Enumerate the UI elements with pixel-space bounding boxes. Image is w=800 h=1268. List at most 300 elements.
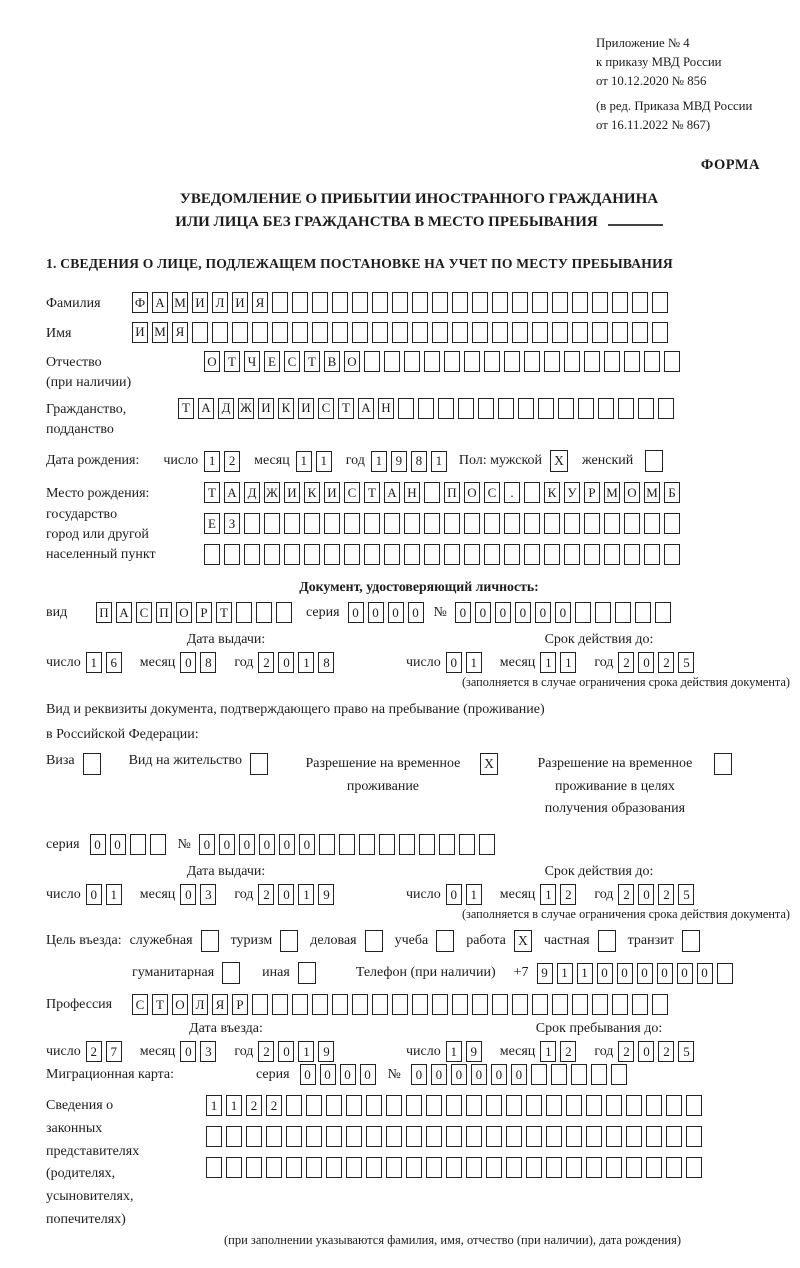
residence-exp-day-cells[interactable] [446,884,486,905]
char-cell[interactable] [512,322,528,343]
char-cell[interactable]: 1 [206,1095,222,1116]
char-cell[interactable] [606,1095,622,1116]
char-cell[interactable] [666,1126,682,1147]
char-cell[interactable] [130,834,146,855]
char-cell[interactable] [386,1157,402,1178]
char-cell[interactable] [464,544,480,565]
char-cell[interactable]: 2 [86,1041,102,1062]
representatives-cells-1[interactable] [206,1095,706,1116]
char-cell[interactable] [232,322,248,343]
surname-cells[interactable] [132,292,672,313]
char-cell[interactable] [472,292,488,313]
char-cell[interactable]: 0 [657,963,673,984]
char-cell[interactable] [664,351,680,372]
char-cell[interactable] [466,1126,482,1147]
char-cell[interactable] [446,1095,462,1116]
char-cell[interactable] [359,834,375,855]
char-cell[interactable] [624,351,640,372]
char-cell[interactable]: Д [218,398,234,419]
char-cell[interactable] [498,398,514,419]
char-cell[interactable] [466,1157,482,1178]
char-cell[interactable]: 0 [515,602,531,623]
char-cell[interactable]: 1 [540,884,556,905]
purpose-transit-checkbox[interactable] [682,930,700,952]
char-cell[interactable] [399,834,415,855]
char-cell[interactable]: 0 [451,1064,467,1085]
char-cell[interactable] [392,292,408,313]
char-cell[interactable]: С [284,351,300,372]
char-cell[interactable]: Я [212,994,228,1015]
char-cell[interactable]: 0 [637,963,653,984]
char-cell[interactable] [586,1157,602,1178]
char-cell[interactable]: 8 [200,652,216,673]
char-cell[interactable] [644,544,660,565]
char-cell[interactable] [346,1095,362,1116]
char-cell[interactable] [419,834,435,855]
char-cell[interactable] [532,322,548,343]
char-cell[interactable] [632,994,648,1015]
char-cell[interactable]: А [358,398,374,419]
char-cell[interactable] [312,292,328,313]
char-cell[interactable] [584,351,600,372]
char-cell[interactable]: К [278,398,294,419]
char-cell[interactable] [384,544,400,565]
char-cell[interactable]: 1 [371,451,387,472]
char-cell[interactable]: 2 [658,884,674,905]
char-cell[interactable] [564,351,580,372]
char-cell[interactable] [256,602,272,623]
edu-permit-checkbox[interactable] [714,753,732,775]
char-cell[interactable]: И [324,482,340,503]
char-cell[interactable] [664,513,680,534]
char-cell[interactable] [324,513,340,534]
char-cell[interactable]: С [318,398,334,419]
char-cell[interactable]: 0 [411,1064,427,1085]
char-cell[interactable] [404,513,420,534]
char-cell[interactable] [532,292,548,313]
char-cell[interactable]: 0 [180,884,196,905]
char-cell[interactable] [446,1157,462,1178]
doc-exp-day-cells[interactable] [446,652,486,673]
purpose-tourism-checkbox[interactable] [280,930,298,952]
char-cell[interactable]: 0 [278,1041,294,1062]
residence-permit-checkbox[interactable] [250,753,268,775]
char-cell[interactable] [458,398,474,419]
char-cell[interactable] [226,1157,242,1178]
char-cell[interactable] [332,322,348,343]
entry-day-cells[interactable] [86,1041,126,1062]
char-cell[interactable] [352,994,368,1015]
char-cell[interactable]: О [624,482,640,503]
char-cell[interactable]: 0 [638,1041,654,1062]
char-cell[interactable] [466,1095,482,1116]
char-cell[interactable]: Е [204,513,220,534]
char-cell[interactable] [326,1095,342,1116]
char-cell[interactable] [406,1095,422,1116]
char-cell[interactable] [319,834,335,855]
char-cell[interactable] [524,513,540,534]
char-cell[interactable]: О [172,994,188,1015]
purpose-other-checkbox[interactable] [298,962,316,984]
char-cell[interactable] [572,994,588,1015]
char-cell[interactable] [346,1157,362,1178]
purpose-business-checkbox[interactable] [365,930,383,952]
char-cell[interactable]: 2 [258,1041,274,1062]
char-cell[interactable] [592,994,608,1015]
char-cell[interactable] [386,1126,402,1147]
char-cell[interactable] [150,834,166,855]
citizenship-cells[interactable] [178,398,678,419]
char-cell[interactable] [344,544,360,565]
char-cell[interactable] [604,513,620,534]
female-checkbox[interactable] [645,450,663,472]
char-cell[interactable]: М [172,292,188,313]
purpose-work-checkbox[interactable]: X [514,930,532,952]
char-cell[interactable] [506,1095,522,1116]
char-cell[interactable]: О [344,351,360,372]
residence-issue-day-cells[interactable] [86,884,126,905]
char-cell[interactable]: А [198,398,214,419]
char-cell[interactable] [612,322,628,343]
residence-exp-month-cells[interactable] [540,884,580,905]
char-cell[interactable]: 2 [258,652,274,673]
char-cell[interactable] [646,1095,662,1116]
char-cell[interactable]: Н [378,398,394,419]
char-cell[interactable]: М [152,322,168,343]
char-cell[interactable] [379,834,395,855]
doc-issue-year-cells[interactable] [258,652,338,673]
char-cell[interactable] [612,292,628,313]
char-cell[interactable] [484,544,500,565]
residence-issue-year-cells[interactable] [258,884,338,905]
char-cell[interactable] [632,292,648,313]
char-cell[interactable] [292,322,308,343]
char-cell[interactable]: 5 [678,652,694,673]
char-cell[interactable] [512,292,528,313]
char-cell[interactable] [544,544,560,565]
char-cell[interactable]: 0 [279,834,295,855]
char-cell[interactable]: М [604,482,620,503]
char-cell[interactable] [626,1157,642,1178]
char-cell[interactable] [606,1157,622,1178]
char-cell[interactable]: 0 [491,1064,507,1085]
doc-kind-cells[interactable] [96,602,296,623]
char-cell[interactable] [272,292,288,313]
purpose-humanitarian-checkbox[interactable] [222,962,240,984]
birth-day-cells[interactable] [204,451,244,472]
char-cell[interactable]: Н [404,482,420,503]
char-cell[interactable]: Е [264,351,280,372]
char-cell[interactable]: 0 [180,652,196,673]
char-cell[interactable] [578,398,594,419]
entry-month-cells[interactable] [180,1041,220,1062]
char-cell[interactable] [652,292,668,313]
char-cell[interactable] [292,292,308,313]
char-cell[interactable]: 2 [560,884,576,905]
char-cell[interactable] [406,1157,422,1178]
char-cell[interactable] [624,513,640,534]
char-cell[interactable]: Я [252,292,268,313]
char-cell[interactable] [632,322,648,343]
char-cell[interactable] [426,1095,442,1116]
char-cell[interactable]: 1 [540,1041,556,1062]
char-cell[interactable] [346,1126,362,1147]
char-cell[interactable]: 2 [258,884,274,905]
entry-year-cells[interactable] [258,1041,338,1062]
char-cell[interactable]: 0 [259,834,275,855]
char-cell[interactable]: Т [152,994,168,1015]
char-cell[interactable]: 0 [475,602,491,623]
char-cell[interactable] [546,1126,562,1147]
char-cell[interactable] [612,994,628,1015]
char-cell[interactable] [575,602,591,623]
char-cell[interactable] [266,1126,282,1147]
residence-number-cells[interactable] [199,834,499,855]
char-cell[interactable]: 2 [266,1095,282,1116]
char-cell[interactable] [246,1126,262,1147]
char-cell[interactable] [486,1157,502,1178]
char-cell[interactable]: 0 [431,1064,447,1085]
char-cell[interactable] [484,513,500,534]
char-cell[interactable]: 0 [511,1064,527,1085]
char-cell[interactable]: 0 [180,1041,196,1062]
char-cell[interactable] [306,1157,322,1178]
char-cell[interactable]: 0 [299,834,315,855]
char-cell[interactable] [644,351,660,372]
doc-number-cells[interactable] [455,602,675,623]
char-cell[interactable]: 0 [110,834,126,855]
given-name-cells[interactable] [132,322,672,343]
char-cell[interactable]: 9 [537,963,553,984]
char-cell[interactable] [626,1126,642,1147]
char-cell[interactable] [246,1157,262,1178]
char-cell[interactable] [386,1095,402,1116]
char-cell[interactable]: Л [212,292,228,313]
char-cell[interactable] [444,513,460,534]
char-cell[interactable] [531,1064,547,1085]
char-cell[interactable]: 0 [471,1064,487,1085]
char-cell[interactable]: А [116,602,132,623]
char-cell[interactable]: И [284,482,300,503]
char-cell[interactable]: А [152,292,168,313]
doc-exp-month-cells[interactable] [540,652,580,673]
char-cell[interactable] [366,1157,382,1178]
char-cell[interactable] [686,1126,702,1147]
char-cell[interactable] [424,513,440,534]
char-cell[interactable]: 0 [446,884,462,905]
char-cell[interactable] [426,1157,442,1178]
char-cell[interactable] [332,292,348,313]
char-cell[interactable]: 6 [106,652,122,673]
profession-cells[interactable] [132,994,672,1015]
char-cell[interactable]: 0 [446,652,462,673]
purpose-study-checkbox[interactable] [436,930,454,952]
char-cell[interactable] [364,513,380,534]
char-cell[interactable] [552,994,568,1015]
char-cell[interactable] [224,544,240,565]
char-cell[interactable] [618,398,634,419]
char-cell[interactable]: 1 [298,652,314,673]
char-cell[interactable]: 1 [106,884,122,905]
char-cell[interactable]: 9 [318,1041,334,1062]
char-cell[interactable] [464,351,480,372]
char-cell[interactable] [452,292,468,313]
char-cell[interactable] [264,513,280,534]
char-cell[interactable]: 0 [368,602,384,623]
char-cell[interactable] [664,544,680,565]
birth-month-cells[interactable] [296,451,336,472]
char-cell[interactable]: . [504,482,520,503]
char-cell[interactable]: И [258,398,274,419]
representatives-cells-3[interactable] [206,1157,706,1178]
char-cell[interactable] [432,994,448,1015]
char-cell[interactable]: С [132,994,148,1015]
char-cell[interactable] [544,513,560,534]
char-cell[interactable]: 9 [466,1041,482,1062]
char-cell[interactable]: Т [204,482,220,503]
char-cell[interactable] [432,292,448,313]
char-cell[interactable] [571,1064,587,1085]
char-cell[interactable]: В [324,351,340,372]
char-cell[interactable]: 0 [597,963,613,984]
char-cell[interactable] [611,1064,627,1085]
char-cell[interactable]: Ж [238,398,254,419]
char-cell[interactable] [398,398,414,419]
char-cell[interactable]: Р [196,602,212,623]
char-cell[interactable] [532,994,548,1015]
char-cell[interactable]: 0 [638,652,654,673]
char-cell[interactable] [286,1157,302,1178]
char-cell[interactable]: 9 [391,451,407,472]
char-cell[interactable]: 1 [316,451,332,472]
char-cell[interactable] [366,1126,382,1147]
char-cell[interactable] [546,1157,562,1178]
char-cell[interactable] [364,351,380,372]
char-cell[interactable] [566,1126,582,1147]
char-cell[interactable]: Л [192,994,208,1015]
char-cell[interactable] [592,322,608,343]
char-cell[interactable]: Ф [132,292,148,313]
char-cell[interactable]: 2 [618,884,634,905]
char-cell[interactable] [479,834,495,855]
char-cell[interactable] [595,602,611,623]
char-cell[interactable]: 0 [278,652,294,673]
char-cell[interactable]: Т [364,482,380,503]
char-cell[interactable] [606,1126,622,1147]
char-cell[interactable]: Ч [244,351,260,372]
char-cell[interactable]: Я [172,322,188,343]
char-cell[interactable] [644,513,660,534]
char-cell[interactable]: 1 [446,1041,462,1062]
doc-series-cells[interactable] [348,602,428,623]
stay-day-cells[interactable] [446,1041,486,1062]
char-cell[interactable] [438,398,454,419]
char-cell[interactable] [266,1157,282,1178]
char-cell[interactable] [646,1157,662,1178]
char-cell[interactable]: 2 [658,1041,674,1062]
char-cell[interactable]: 0 [348,602,364,623]
char-cell[interactable]: Ж [264,482,280,503]
char-cell[interactable]: 0 [86,884,102,905]
char-cell[interactable]: 0 [455,602,471,623]
purpose-official-checkbox[interactable] [201,930,219,952]
char-cell[interactable] [638,398,654,419]
birth-place-cells-3[interactable] [204,544,684,565]
char-cell[interactable] [624,544,640,565]
char-cell[interactable] [244,513,260,534]
char-cell[interactable]: 3 [200,884,216,905]
char-cell[interactable] [655,602,671,623]
char-cell[interactable] [717,963,733,984]
char-cell[interactable] [566,1157,582,1178]
char-cell[interactable] [518,398,534,419]
char-cell[interactable] [464,513,480,534]
char-cell[interactable]: З [224,513,240,534]
char-cell[interactable] [504,544,520,565]
char-cell[interactable] [526,1157,542,1178]
char-cell[interactable]: 0 [340,1064,356,1085]
char-cell[interactable] [366,1095,382,1116]
char-cell[interactable] [504,351,520,372]
char-cell[interactable]: 3 [200,1041,216,1062]
char-cell[interactable]: 0 [388,602,404,623]
char-cell[interactable] [384,513,400,534]
char-cell[interactable] [598,398,614,419]
char-cell[interactable] [404,544,420,565]
char-cell[interactable] [264,544,280,565]
char-cell[interactable]: Б [664,482,680,503]
birth-year-cells[interactable] [371,451,451,472]
char-cell[interactable] [492,322,508,343]
char-cell[interactable]: У [564,482,580,503]
char-cell[interactable] [204,544,220,565]
char-cell[interactable] [272,322,288,343]
char-cell[interactable] [566,1095,582,1116]
char-cell[interactable] [272,994,288,1015]
char-cell[interactable] [572,292,588,313]
char-cell[interactable] [486,1095,502,1116]
char-cell[interactable] [406,1126,422,1147]
char-cell[interactable]: 5 [678,1041,694,1062]
char-cell[interactable] [276,602,292,623]
stay-month-cells[interactable] [540,1041,580,1062]
char-cell[interactable] [686,1095,702,1116]
char-cell[interactable] [478,398,494,419]
char-cell[interactable] [372,994,388,1015]
char-cell[interactable]: С [136,602,152,623]
char-cell[interactable] [452,994,468,1015]
char-cell[interactable] [352,292,368,313]
char-cell[interactable] [304,544,320,565]
char-cell[interactable] [444,351,460,372]
char-cell[interactable] [492,994,508,1015]
char-cell[interactable] [459,834,475,855]
stay-year-cells[interactable] [618,1041,698,1062]
char-cell[interactable]: С [484,482,500,503]
char-cell[interactable]: 0 [219,834,235,855]
birth-place-cells-2[interactable] [204,513,684,534]
char-cell[interactable]: 1 [298,1041,314,1062]
char-cell[interactable] [424,351,440,372]
char-cell[interactable]: О [204,351,220,372]
char-cell[interactable] [604,351,620,372]
char-cell[interactable]: 2 [618,1041,634,1062]
char-cell[interactable] [492,292,508,313]
char-cell[interactable] [666,1095,682,1116]
char-cell[interactable] [524,482,540,503]
char-cell[interactable] [552,322,568,343]
char-cell[interactable] [412,322,428,343]
